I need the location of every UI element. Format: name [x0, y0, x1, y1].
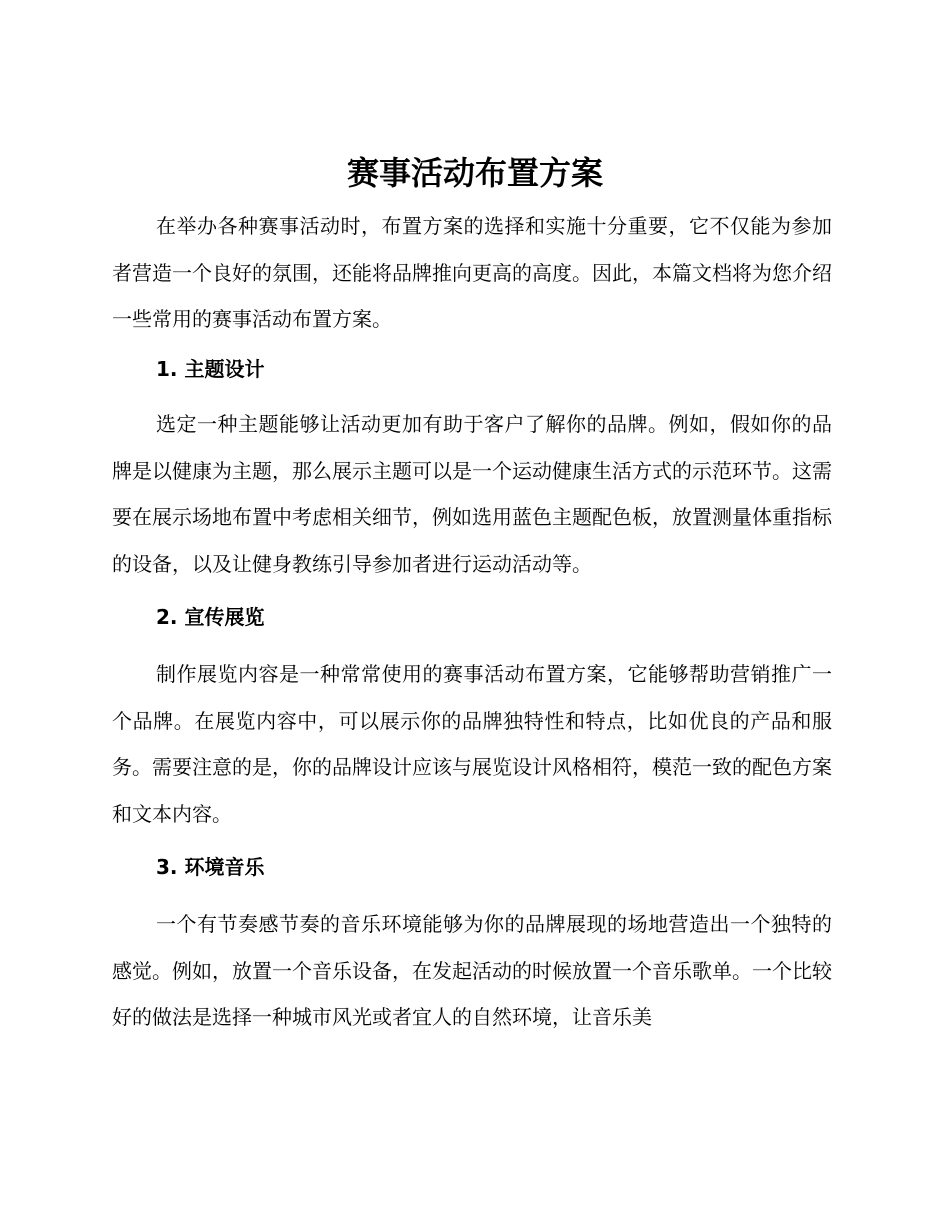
- intro-paragraph: 在举办各种赛事活动时，布置方案的选择和实施十分重要，它不仅能为参加者营造一个良好的氛围，还能将品牌推向更高的高度。因此，本篇文档将为您介绍一些常用的赛事活动布置方案。: [112, 214, 832, 331]
- section-heading-theme-design: 1. 主题设计: [156, 357, 265, 381]
- section-body-theme-design: 选定一种主题能够让活动更加有助于客户了解你的品牌。例如，假如你的品牌是以健康为主题，那么展示主题可以是一个运动健康生活方式的示范环节。这需要在展示场地布置中考虑相关细节，例如选用蓝色主题配色板，放置测量体重指标的设备，以及让健身教练引导参加者进行运动活动等。: [112, 412, 832, 576]
- section-body-promotion-exhibition: 制作展览内容是一种常常使用的赛事活动布置方案，它能够帮助营销推广一个品牌。在展览内容中，可以展示你的品牌独特性和特点，比如优良的产品和服务。需要注意的是，你的品牌设计应该与展览设计风格相符，模范一致的配色方案和文本内容。: [112, 662, 832, 826]
- section-body-ambient-music: 一个有节奏感节奏的音乐环境能够为你的品牌展现的场地营造出一个独特的感觉。例如，放置一个音乐设备，在发起活动的时候放置一个音乐歌单。一个比较好的做法是选择一种城市风光或者宜人的自然环境，让音乐美: [112, 912, 832, 1029]
- document-title: 赛事活动布置方案: [346, 154, 603, 192]
- section-heading-promotion-exhibition: 2. 宣传展览: [156, 605, 265, 629]
- section-heading-ambient-music: 3. 环境音乐: [156, 855, 265, 879]
